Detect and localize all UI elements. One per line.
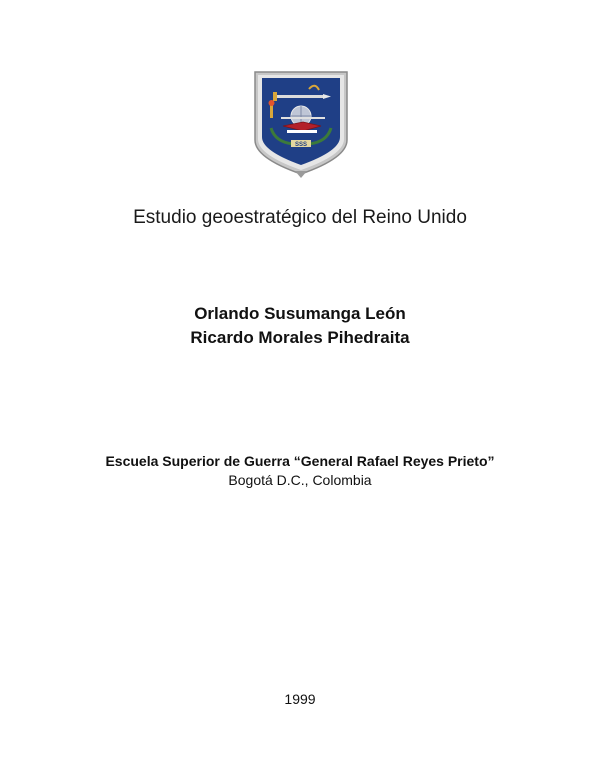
author-name-1: Orlando Susumanga León (194, 304, 406, 323)
author-name-2: Ricardo Morales Pihedraita (190, 328, 410, 347)
document-title: Estudio geoestratégico del Reino Unido (133, 207, 467, 228)
institution-name: Escuela Superior de Guerra “General Rafael Reyes Prieto” (105, 453, 495, 469)
institution-emblem-icon (253, 70, 349, 178)
author-list (0, 302, 600, 350)
publication-year: 1999 (284, 691, 316, 707)
institution-location: Bogotá D.C., Colombia (228, 472, 372, 488)
emblem-banner-text: SSS (294, 142, 308, 148)
